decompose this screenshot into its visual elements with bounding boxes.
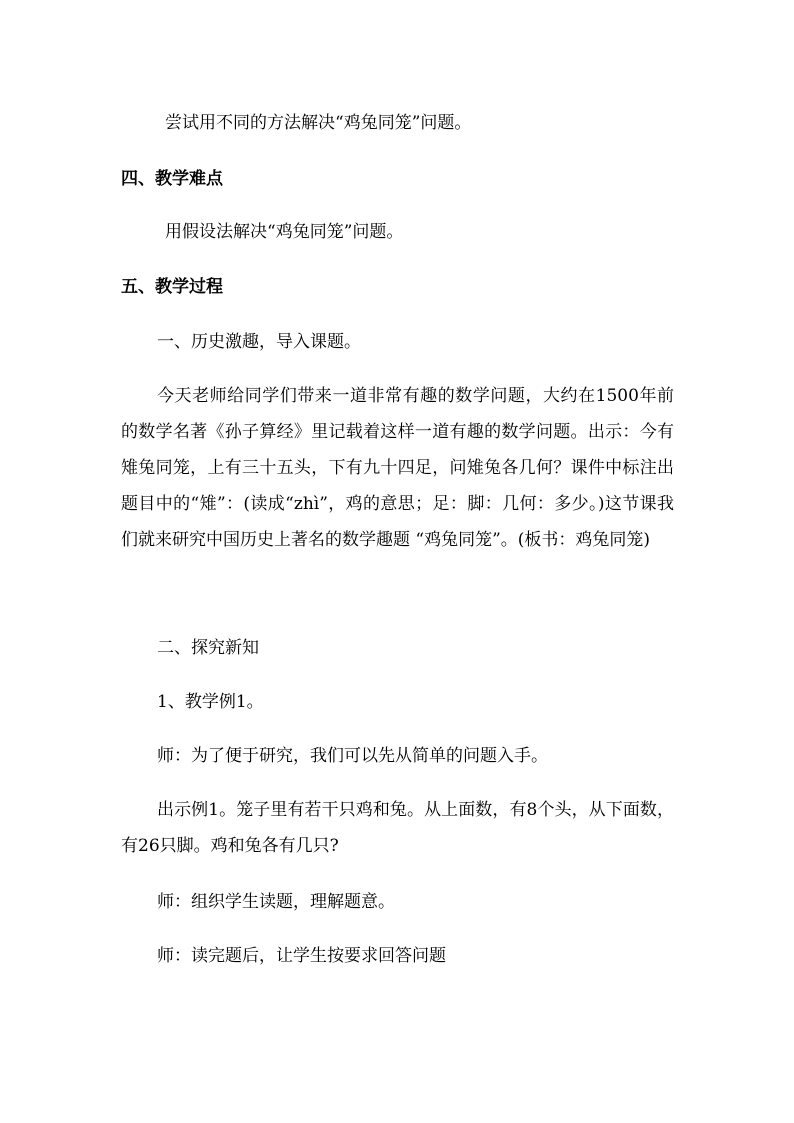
section-heading-difficulty: 四、教学难点 (121, 169, 223, 189)
difficulty-line: 用假设法解决“鸡兔同笼”问题。 (165, 222, 404, 242)
teacher-line-answer: 师：读完题后，让学生按要求回答问题 (157, 946, 446, 966)
subsection-example: 1、教学例1。 (157, 692, 264, 712)
subsection-explore: 二、探究新知 (157, 638, 259, 658)
paragraph-history: 今天老师给同学们带来一道非常有趣的数学问题，大约在1500年前的数学名著《孙子算经》里记载着这样一道有趣的数学问题。出示：今有雉兔同笼，上有三十五头，下有九十四足，问雉兔各几何？课件中标注出题目中的“雉”：(读成“zhì”，鸡的意思；足：脚：几何：多少。)这节课我们就来研究中国历史上著名的数学趣题 “鸡兔同笼”。(板书：鸡兔同笼) (121, 386, 674, 550)
goal-line: 尝试用不同的方法解决“鸡兔同笼”问题。 (165, 113, 472, 133)
paragraph-example: 出示例1。笼子里有若干只鸡和兔。从上面数，有8个头，从下面数，有26只脚。鸡和兔各有几只? (121, 800, 674, 856)
section-heading-process: 五、教学过程 (121, 277, 223, 297)
teacher-line-read: 师：组织学生读题，理解题意。 (157, 892, 395, 912)
subsection-history: 一、历史激趣，导入课题。 (157, 332, 361, 352)
teacher-line-start: 师：为了便于研究，我们可以先从简单的问题入手。 (157, 746, 548, 766)
